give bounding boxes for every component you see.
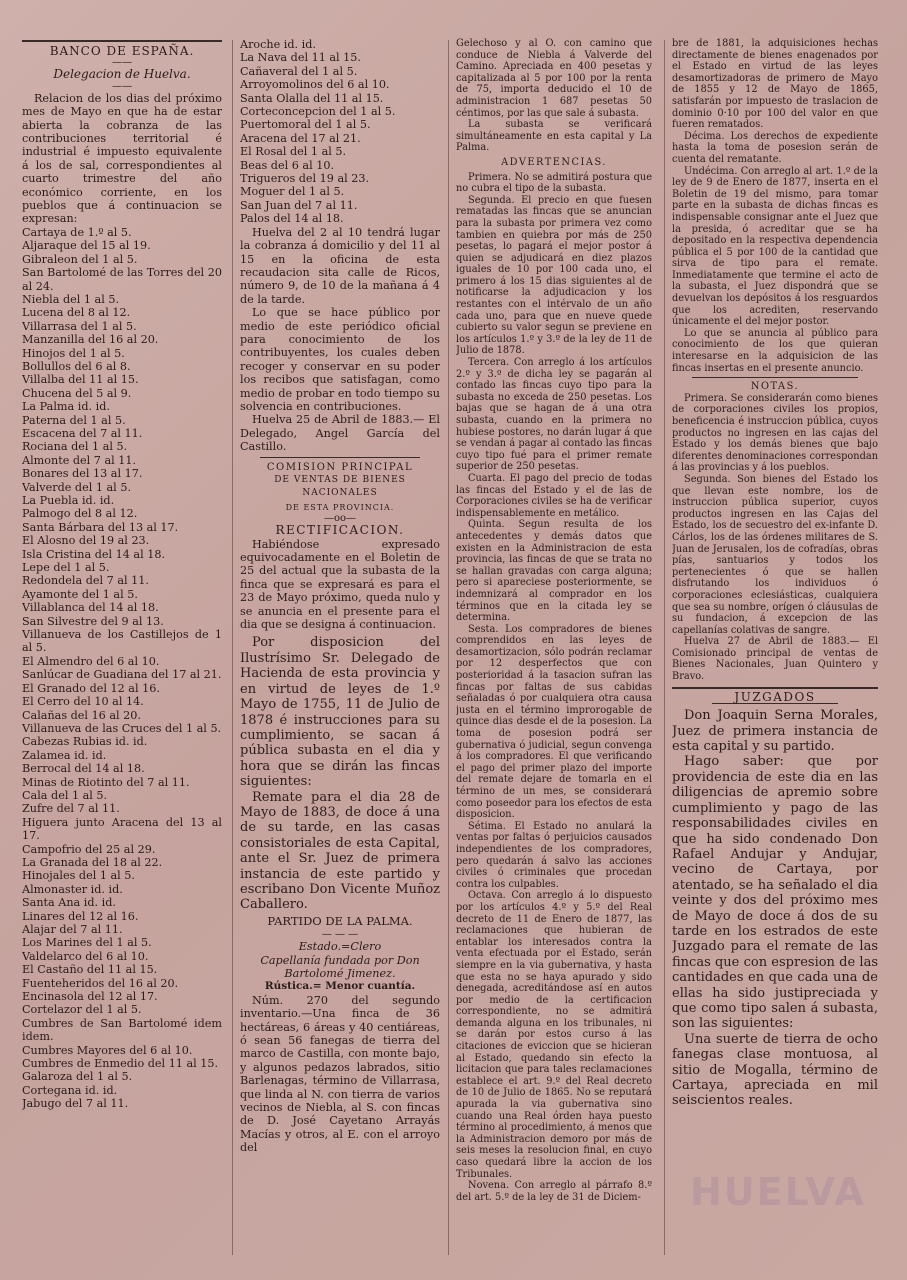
archive-watermark: HUELVA <box>690 1170 866 1214</box>
header-rule <box>22 40 222 42</box>
town-item: Aracena del 17 al 21. <box>240 131 361 145</box>
town-item: La Granada del 18 al 22. <box>22 855 163 869</box>
advertencia-paragraph: Quinta. Segun resulta de los antecedentes y demás datos que existen en la Administracion de esta provincia, las fincas de que se trata no se hallan gravadas con carga alguna; pero si apareciese posteriormente, se indemnizará al comprador en los términos que en la citada ley se determina. <box>456 519 652 624</box>
column-rule <box>232 40 233 1255</box>
town-item: Trigueros del 19 al 23. <box>240 172 370 186</box>
notas-title: NOTAS. <box>750 381 800 393</box>
huelva-paragraph: Huelva del 2 al 10 tendrá lugar la cobranza á domicilio y del 11 al 15 en la oficina de esta recaudacion sita calle de Ricos, número 9, de 10 de la mañana á 4 de la tarde. <box>240 225 440 306</box>
town-item: Ayamonte del 1 al 5. <box>22 587 138 601</box>
town-item: Higuera junto Aracena del 13 al 17. <box>22 815 222 843</box>
town-item: Manzanilla del 16 al 20. <box>22 333 159 347</box>
town-item: La Palma id. id. <box>22 400 110 414</box>
town-item: Palos del 14 al 18. <box>240 212 344 226</box>
town-item: Gibraleon del 1 al 5. <box>22 252 138 266</box>
town-item: El Granado del 12 al 16. <box>22 681 160 695</box>
nota-paragraph: Primera. Se considerarán como bienes de corporaciones civiles los propios, beneficencia é instruccion pública, cuyos productos no ingresen en las cajas del Estado y los demás bienes que bajo diferentes denominaciones correspondan á las provincias y á los pueblos. <box>672 392 878 474</box>
town-item: Valverde del 1 al 5. <box>22 480 131 494</box>
town-item: Almonte del 7 al 11. <box>22 453 137 467</box>
rectificacion-title: RECTIFICACION. <box>275 523 405 538</box>
town-list <box>22 226 222 1111</box>
comision-title: COMISION PRINCIPAL <box>266 461 414 473</box>
town-item: Santa Olalla del 11 al 15. <box>240 91 384 105</box>
town-item: Villanueva de las Cruces del 1 al 5. <box>22 721 222 735</box>
town-item: Lepe del 1 al 5. <box>22 561 110 575</box>
delegation-subheader: Delegacion de Huelva. <box>53 67 191 82</box>
town-item: El Castaño del 11 al 15. <box>22 963 158 977</box>
nota-paragraph: Segunda. Son bienes del Estado los que llevan este nombre, los de instruccion pública superior, cuyos productos ingresen en las Cajas del Estado, los de secuestro del ex-infante D. Cárlos, los de las órdenes militares de S. Juan de Jerusalen, los de cofradías, obras pías, santuarios y todos los pertenecientes ó que se hallen disfrutando los individuos ó corporaciones eclesiásticas, cualquiera que sea su nombre, orígen ó cláusulas de su fundacion, á excepcion de las capellanías colativas de sangre. <box>672 473 878 636</box>
town-item: Zufre del 7 al 11. <box>22 802 120 816</box>
juez-intro: Don Joaquin Serna Morales, Juez de primera instancia de esta capital y su partido. <box>672 708 878 755</box>
finca-continuation: Gelechoso y al O. con camino que conduce de Niebla á Valverde del Camino. Apreciada en 400 pesetas y capitalizada al 5 por 100 por la renta de 75, importa deducido el 10 de administracion 1 687 pesetas 50 céntimos, por las que sale á subasta. <box>456 38 652 119</box>
advertencia-paragraph: Segunda. El precio en que fuesen rematadas las fincas que se anuncian para la subasta por primera vez como tambien en quiebra por más de 250 pesetas, lo pagará el mejor postor á quien se adjudicará en diez plazos iguales de 10 por 100 cada uno, el primero á los 15 dias siguientes al de notificarse la adjudicacion y los restantes con el intérvalo de un año cada uno, para que en nueve quede cubierto su valor segun se previene en los artículos 1.º y 3.º de la ley de 11 de Julio de 1878. <box>456 194 652 357</box>
comision-subtitle-2: DE ESTA PROVINCIA. <box>285 502 395 512</box>
town-item: Los Marines del 1 al 5. <box>22 936 152 950</box>
town-item: Moguer del 1 al 5. <box>240 185 345 199</box>
town-item: Corteconcepcion del 1 al 5. <box>240 105 396 119</box>
town-item: Beas del 6 al 10. <box>240 158 334 172</box>
town-item: Calañas del 16 al 20. <box>22 708 141 722</box>
comision-subtitle: DE VENTAS DE BIENES NACIONALES <box>274 475 406 499</box>
town-item: Isla Cristina del 14 al 18. <box>22 547 166 561</box>
column-1 <box>22 38 222 1263</box>
estado-heading: Estado.=Clero <box>298 940 382 954</box>
town-item: Berrocal del 14 al 18. <box>22 762 145 776</box>
town-item: El Almendro del 6 al 10. <box>22 654 160 668</box>
town-item: Cortegana id. id. <box>22 1083 118 1097</box>
advertencia-paragraph: Lo que se anuncia al público para conocimiento de los que quieran interesarse en la adquisicion de las fincas insertas en el presente anuncio. <box>672 327 878 374</box>
town-item: Minas de Riotinto del 7 al 11. <box>22 775 190 789</box>
town-item: Cabezas Rubias id. id. <box>22 735 148 749</box>
town-item: Alajar del 7 al 11. <box>22 923 123 936</box>
nota-paragraph: Huelva 27 de Abril de 1883.— El Comisionado principal de ventas de Bienes Nacionales, Juan Quintero y Bravo. <box>672 636 878 683</box>
town-item: Galaroza del 1 al 5. <box>22 1070 133 1084</box>
town-item: Zalamea id. id. <box>22 748 107 762</box>
divider <box>260 457 420 458</box>
signature-paragraph: Huelva 25 de Abril de 1883.— El Delegado, Angel García del Castillo. <box>240 413 440 454</box>
town-item: Chucena del 5 al 9. <box>22 386 132 400</box>
separator: —— <box>112 80 132 92</box>
town-item: Cartaya de 1.º al 5. <box>22 225 132 239</box>
notas-list <box>672 393 878 683</box>
town-item: Arroyomolinos del 6 al 10. <box>240 78 390 92</box>
town-item: Fuenteheridos del 16 al 20. <box>22 976 179 990</box>
rustica-heading: Rústica.= Menor cuantía. <box>264 980 416 993</box>
disposicion-paragraph: Por disposicion del Ilustrísimo Sr. Delegado de Hacienda de esta provincia y en virtud de leyes de 1.º Mayo de 1755, 11 de Julio de 1878 é instrucciones para su cumplimiento, se sacan á pública subasta en el dia y hora que se dirán las fincas siguientes: <box>240 635 440 790</box>
separator: —oo— <box>323 513 357 525</box>
notice-paragraph: Lo que se hace público por medio de este periódico oficial para conocimiento de los contribuyentes, los cuales deben recoger y conservar en su poder los recibos que satisfagan, como medio de probar en todo tiempo su solvencia en contribuciones. <box>240 306 440 413</box>
bank-header: BANCO DE ESPAÑA. <box>49 44 195 58</box>
town-item: La Puebla id. id. <box>22 494 115 507</box>
advertencia-paragraph: Octava. Con arreglo á lo dispuesto por los artículos 4.º y 5.º del Real decreto de 11 de Enero de 1877, las reclamaciones que hubieran de entablar los interesados contra la venta efectuada por el Estado, serán siempre en la via gubernativa, y hasta que esta no se haya apurado y sido denegada, acreditándose así en autos por medio de la certificacion correspondiente, no se admitirá demanda alguna en los tribunales, ni se darán por estos curso á las citaciones de eviccion que se hicieran al Estado, quedando sin efecto la licitacion que para tales reclamaciones establece el art. 9.º del Real decreto de 10 de Julio de 1865. No se reputará apurada la via gubernativa sino cuando una Real órden haya puesto término al procedimiento, á menos que la Administracion demoro por más de seis meses la resolucion final, en cuyo caso quedará libre la accion de los Tribunales. <box>456 890 652 1180</box>
partido-heading: PARTIDO DE LA PALMA. <box>267 913 413 928</box>
divider <box>692 377 858 378</box>
town-item: Palmogo del 8 al 12. <box>22 507 138 521</box>
town-item: Aljaraque del 15 al 19. <box>22 239 151 253</box>
town-item: Sanlúcar de Guadiana del 17 al 21. <box>22 668 222 682</box>
advertencia-paragraph: Primera. No se admitirá postura que no cubra el tipo de la subasta. <box>456 171 652 195</box>
town-item: Cumbres Mayores del 6 al 10. <box>22 1043 193 1057</box>
town-item: El Alosno del 19 al 23. <box>22 534 150 548</box>
town-item: Rociana del 1 al 5. <box>22 440 128 454</box>
town-item: Santa Ana id. id. <box>22 896 116 910</box>
town-item: Jabugo del 7 al 11. <box>22 1097 129 1111</box>
advertencia-paragraph: Novena. Con arreglo al párrafo 8.º del art. 5.º de la ley de 31 de Diciem- <box>456 1180 652 1203</box>
town-item: Aroche id. id. <box>240 38 316 51</box>
town-item: Escacena del 7 al 11. <box>22 426 143 440</box>
town-list <box>240 38 440 226</box>
advertencia-paragraph: Sétima. El Estado no anulará la ventas por faltas ó perjuicios causados independientes de los compradores, pero quedarán á salvo las acciones civiles ó criminales que procedan contra los culpables. <box>456 820 652 890</box>
column-3 <box>456 38 652 1263</box>
town-item: Paterna del 1 al 5. <box>22 413 126 427</box>
column-4 <box>672 38 878 1263</box>
advertencia-paragraph: Cuarta. El pago del precio de todas las fincas del Estado y el de las de Corporaciones civiles se ha de verificar indispensablemente en metálico. <box>456 472 652 519</box>
town-item: Valdelarco del 6 al 10. <box>22 949 149 963</box>
section-rule <box>672 687 878 689</box>
town-item: San Silvestre del 9 al 13. <box>22 614 164 628</box>
juez-paragraph: Hago saber: que por providencia de este dia en las diligencias de apremio sobre cumplimiento y pago de las responsabilidades civiles en que ha sido condenado Don Rafael Andujar y Andujar, vecino de Cartaya, por atentado, se ha señalado el dia veinte y dos del próximo mes de Mayo de doce á dos de su tarde en los estrados de este Juzgado para el remate de las fincas que con espresion de las cantidades en que cada una de ellas ha sido justipreciada y que como tipo salen á subasta, son las siguientes: <box>672 754 878 1032</box>
advertencias-continuation: bre de 1881, la adquisiciones hechas directamente de bienes enagenados por el Estado en virtud de las leyes desamortizadoras de primero de Mayo de 1855 y 12 de Mayo de 1865, satisfarán por impuesto de traslacion de dominio 0·10 por 100 del valor en que fueren rematados. <box>672 38 878 131</box>
town-item: San Bartolomé de las Torres del 20 al 24. <box>22 266 222 293</box>
town-item: Niebla del 1 al 5. <box>22 292 120 306</box>
town-item: Santa Bárbara del 13 al 17. <box>22 520 179 534</box>
advertencia-paragraph: Décima. Los derechos de expediente hasta la toma de posesion serán de cuenta del rematante. <box>672 130 878 165</box>
town-item: Lucena del 8 al 12. <box>22 306 131 320</box>
town-item: Almonaster id. id. <box>22 882 123 896</box>
town-item: El Cerro del 10 al 14. <box>22 695 144 709</box>
town-item: Cala del 1 al 5. <box>22 788 108 802</box>
separator: —— <box>112 57 132 69</box>
town-item: Puertomoral del 1 al 5. <box>240 118 371 132</box>
column-rule <box>664 40 665 1255</box>
town-item: Encinasola del 12 al 17. <box>22 990 158 1004</box>
remate-paragraph: Remate para el dia 28 de Mayo de 1883, de doce á una de su tarde, en las casas consistoriales de esta Capital, ante el Sr. Juez de primera instancia de este partido y escribano Don Vicente Muñoz Caballero. <box>240 789 440 913</box>
subasta-paragraph: La subasta se verificará simultáneamente en esta capital y La Palma. <box>456 119 652 154</box>
town-item: Cortelazor del 1 al 5. <box>22 1003 142 1017</box>
advertencia-paragraph: Undécima. Con arreglo al art. 1.º de la ley de 9 de Enero de 1877, inserta en el Boletin de 19 del mismo, para tomar parte en la subasta de dichas fincas es indispensable consignar ante el Juez que la presida, ó acreditar que se ha depositado en la respectiva dependencia pública el 5 por 100 de la cantidad que sirva de tipo para el remate. Inmediatamente que termine el acto de la subasta, el Juez dispondrá que se devuelvan los depósitos á los resguardos que los acrediten, reservando únicamente el del mejor postor. <box>672 165 878 328</box>
advertencias-list <box>672 131 878 374</box>
town-item: Campofrio del 25 al 29. <box>22 842 156 856</box>
intro-paragraph: Relacion de los dias del próximo mes de Mayo en que ha de estar abierta la cobranza de las contribuciones territorial é industrial é impuesto equivalente á los de sal, correspondientes al cuarto trimestre del año económico corriente, en los pueblos que á continuacion se expresan: <box>22 91 222 226</box>
juez-finca-paragraph: Una suerte de tierra de ocho fanegas clase montuosa, al sitio de Mogalla, término de Cartaya, apreciada en mil seiscientos reales. <box>672 1031 878 1109</box>
town-item: Cumbres de Enmedio del 11 al 15. <box>22 1057 219 1071</box>
advertencia-paragraph: Sesta. Los compradores de bienes comprendidos en las leyes de desamortizacion, sólo podrán reclamar por 12 desperfectos que con posterioridad á la tasacion sufran las fincas por faltas de sus cabidas señaladas ó por cualquiera otra causa justa en el término improrogable de quince dias desde el de la posesion. La toma de posesion podrá ser gubernativa ó judicial, segun convenga á los compradores. El que verificando el pago del primer plazo del importe del remate dejare de tomarla en el término de un mes, se considerará como poseedor para los efectos de esta disposicion. <box>456 623 652 821</box>
finca-paragraph: Núm. 270 del segundo inventario.—Una finca de 36 hectáreas, 6 áreas y 40 centiáreas, ó sean 56 fanegas de tierra del marco de Castilla, con monte bajo, y algunos pedazos labrados, sitio Barlenagas, término de Villarrasa, que linda al N. con tierra de varios vecinos de Niebla, al S. con fincas de D. José Cayetano Arrayás Macías y otros, al E. con el arroyo del <box>240 993 440 1155</box>
column-rule <box>448 40 449 1255</box>
town-item: Cañaveral del 1 al 5. <box>240 64 358 78</box>
town-item: Redondela del 7 al 11. <box>22 574 149 588</box>
advertencias-title: ADVERTENCIAS. <box>501 156 607 168</box>
town-item: Cumbres de San Bartolomé idem idem. <box>22 1016 222 1044</box>
town-item: Villablanca del 14 al 18. <box>22 601 159 615</box>
town-item: Linares del 12 al 16. <box>22 909 139 923</box>
town-item: El Rosal del 1 al 5. <box>240 145 347 159</box>
town-item: La Nava del 11 al 15. <box>240 51 361 65</box>
capellania-heading: Capellanía fundada por Don Bartolomé Jimenez. <box>260 953 420 980</box>
town-item: Hinojales del 1 al 5. <box>22 869 135 883</box>
town-item: Villarrasa del 1 al 5. <box>22 319 137 333</box>
town-item: Villanueva de los Castillejos de 1 al 5. <box>22 628 222 655</box>
rectificacion-paragraph: Habiéndose expresado equivocadamente en el Boletin de 25 del actual que la subasta de la finca que se expresará es para el 23 de Mayo próximo, queda nulo y se anuncia en el presente para el dia que se designa á continuacion. <box>240 537 440 632</box>
advertencia-paragraph: Tercera. Con arreglo á los artículos 2.º y 3.º de dicha ley se pagarán al contado las fincas cuyo tipo para la subasta no exceda de 250 pesetas. Los bajas que se hagan de á una otra subasta, cuando en la primera no hubiese postores, no darán lugar á que se vendan á pagar al contado las fincas cuyo tipo fué para el primer remate superior de 250 pesetas. <box>456 357 652 473</box>
separator: — — — <box>321 929 359 941</box>
town-item: Bollullos del 6 al 8. <box>22 359 131 373</box>
town-item: San Juan del 7 al 11. <box>240 198 358 212</box>
juzgados-title: JUZGADOS <box>712 692 838 705</box>
town-item: Hinojos del 1 al 5. <box>22 346 125 360</box>
advertencias-list <box>456 172 652 1204</box>
column-2 <box>240 38 440 1263</box>
town-item: Villalba del 11 al 15. <box>22 373 139 387</box>
town-item: Bonares del 13 al 17. <box>22 467 143 481</box>
